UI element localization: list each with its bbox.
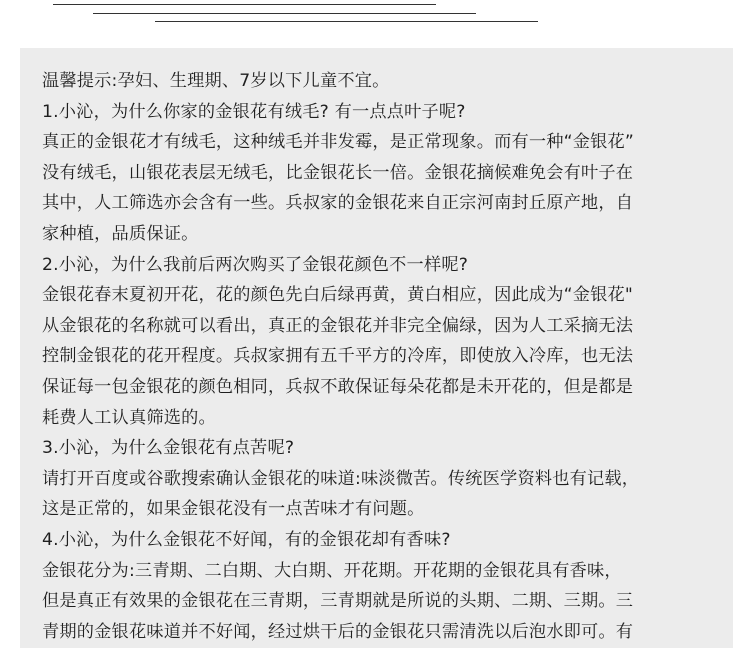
faq-answer-4-line-3: 青期的金银花味道并不好闻，经过烘干后的金银花只需清洗以后泡水即可。有: [42, 621, 634, 642]
faq-answer-2-line-5: 耗费人工认真筛选的。: [42, 407, 216, 428]
faq-answer-2-line-3: 控制金银花的花开程度。兵叔家拥有五千平方的冷库，即使放入冷库，也无法: [42, 346, 634, 367]
faq-answer-1-line-2: 没有绒毛，山银花表层无绒毛，比金银花长一倍。金银花摘候难免会有叶子在: [42, 162, 634, 183]
faq-question-3: 3.小沁，为什么金银花有点苦呢?: [42, 438, 295, 459]
faq-content: [42, 66, 722, 647]
faq-answer-3-line-1: 请打开百度或谷歌搜索确认金银花的味道:味淡微苦。传统医学资料也有记载，: [42, 468, 640, 489]
faq-answer-1-line-1: 真正的金银花才有绒毛，这种绒毛并非发霉，是正常现象。而有一种“金银花”: [42, 132, 634, 153]
faq-answer-1-line-3: 其中，人工筛选亦会含有一些。兵叔家的金银花来自正宗河南封丘原产地，自: [42, 193, 634, 214]
faq-answer-3-line-2: 这是正常的，如果金银花没有一点苦味才有问题。: [42, 499, 425, 520]
faq-answer-2-line-1: 金银花春末夏初开花，花的颜色先白后绿再黄，黄白相应，因此成为“金银花": [42, 285, 634, 306]
faq-question-1: 1.小沁，为什么你家的金银花有绒毛? 有一点点叶子呢?: [42, 101, 466, 122]
decorative-rule-middle: [93, 13, 476, 14]
faq-answer-4-line-1: 金银花分为:三青期、二白期、大白期、开花期。开花期的金银花具有香味，: [42, 560, 622, 581]
faq-answer-1-line-4: 家种植，品质保证。: [42, 223, 199, 244]
faq-answer-2-line-2: 从金银花的名称就可以看出，真正的金银花并非完全偏绿，因为人工采摘无法: [42, 315, 634, 336]
warning-notice: 温馨提示:孕妇、生理期、7岁以下儿童不宜。: [42, 71, 390, 91]
faq-answer-2-line-4: 保证每一包金银花的颜色相同，兵叔不敢保证每朵花都是未开花的，但是都是: [42, 376, 634, 397]
faq-question-2: 2.小沁，为什么我前后两次购买了金银花颜色不一样呢?: [42, 254, 469, 275]
decorative-rule-bottom: [155, 21, 538, 22]
faq-question-4: 4.小沁，为什么金银花不好闻，有的金银花却有香味?: [42, 529, 451, 550]
faq-panel: [20, 48, 733, 648]
decorative-rule-top: [53, 4, 436, 5]
faq-answer-4-line-2: 但是真正有效果的金银花在三青期，三青期就是所说的头期、二期、三期。三: [42, 591, 634, 612]
